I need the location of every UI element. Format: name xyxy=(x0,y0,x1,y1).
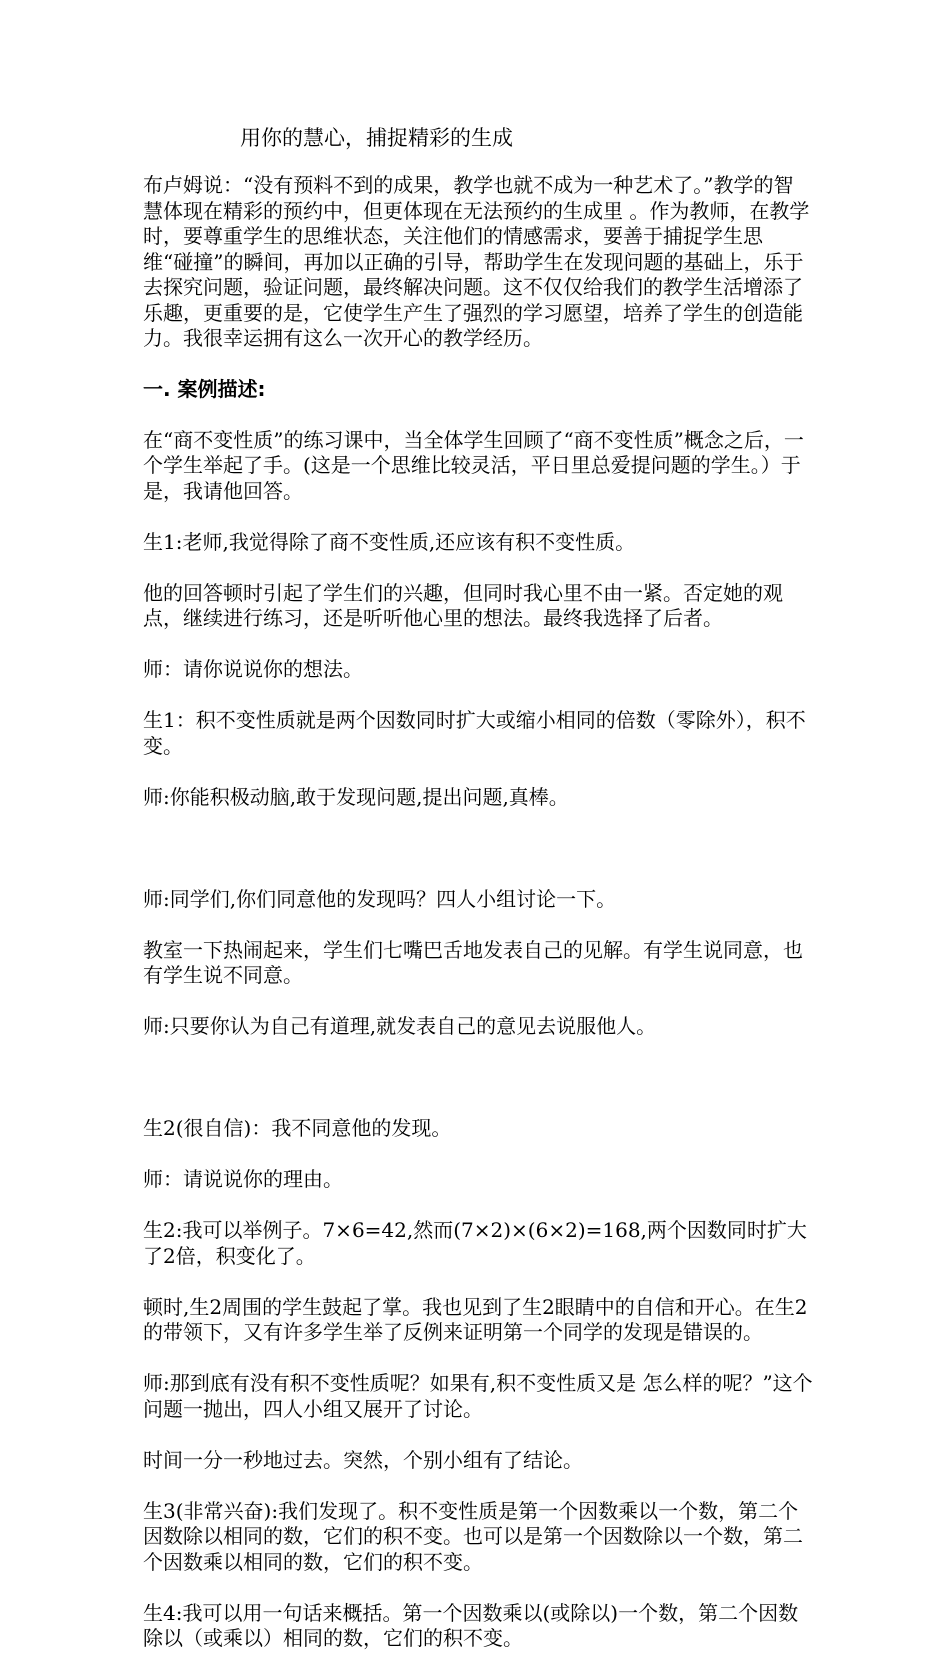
blank-line xyxy=(143,1065,813,1091)
paragraph: 师:只要你认为自己有道理,就发表自己的意见去说服他人。 xyxy=(143,1014,657,1038)
paragraph: 师：请说说你的理由。 xyxy=(143,1167,343,1191)
paragraph: 师:同学们,你们同意他的发现吗？四人小组讨论一下。 xyxy=(143,886,617,911)
paragraph: 生2:我可以举例子。7×6=42,然而(7×2)×(6×2)=168,两个因数同时扩大了2倍，积变化了。 xyxy=(143,1218,807,1268)
case-description xyxy=(143,402,813,1677)
paragraph: 师:你能积极动脑,敢于发现问题,提出问题,真棒。 xyxy=(143,784,569,809)
paragraph: 顿时,生2周围的学生鼓起了掌。我也见到了生2眼睛中的自信和开心。在生2的带领下，又有许多学生举了反例来证明第一个同学的发现是错误的。 xyxy=(143,1294,808,1344)
section-heading: 一. 案例描述: xyxy=(143,377,266,401)
blank-line xyxy=(143,836,813,862)
paragraph: 生2(很自信)：我不同意他的发现。 xyxy=(143,1116,452,1140)
intro-paragraph: 布卢姆说：“没有预料不到的成果，教学也就不成为一种艺术了。”教学的智慧体现在精彩的预约中，但更体现在无法预约的生成里 。作为教师，在教学时，要尊重学生的思维状态，关注他们的情感需求，要善于捕捉学生思维“碰撞”的瞬间，再加以正确的引导，帮助学生在发现问题的基础上，乐于去探究问题，验证问题，最终解决问题。这不仅仅给我们的教学生活增添了乐趣，更重要的是，它使学生产生了强烈的学习愿望，培养了学生的创造能力。我很幸运拥有这么一次开心的教学经历。 xyxy=(143,173,810,350)
paragraph: 生1：积不变性质就是两个因数同时扩大或缩小相同的倍数（零除外），积不变。 xyxy=(143,708,806,758)
paragraph: 生4:我可以用一句话来概括。第一个因数乘以(或除以)一个数，第二个因数除以（或乘以）相同的数，它们的积不变。 xyxy=(143,1600,799,1650)
paragraph: 师:那到底有没有积不变性质呢？如果有,积不变性质又是 怎么样的呢？”这个问题一抛出，四人小组又展开了讨论。 xyxy=(143,1371,813,1421)
paragraph: 在“商不变性质”的练习课中，当全体学生回顾了“商不变性质”概念之后，一个学生举起了手。(这是一个思维比较灵活，平日里总爱提问题的学生。）于是，我请他回答。 xyxy=(143,427,804,503)
page-title: 用你的慧心，捕捉精彩的生成 xyxy=(240,126,513,150)
paragraph: 教室一下热闹起来，学生们七嘴巴舌地发表自己的见解。有学生说同意，也有学生说不同意。 xyxy=(143,937,803,987)
paragraph: 生3(非常兴奋):我们发现了。积不变性质是第一个因数乘以一个数，第二个因数除以相同的数，它们的积不变。也可以是第一个因数除以一个数，第二个因数乘以相同的数，它们的积不变。 xyxy=(143,1498,803,1574)
paragraph: 他的回答顿时引起了学生们的兴趣，但同时我心里不由一紧。否定她的观点，继续进行练习，还是听听他心里的想法。最终我选择了后者。 xyxy=(143,580,783,630)
paragraph: 师：请你说说你的想法。 xyxy=(143,657,363,681)
paragraph: 时间一分一秒地过去。突然，个别小组有了结论。 xyxy=(143,1447,583,1472)
paragraph: 生1:老师,我觉得除了商不变性质,还应该有积不变性质。 xyxy=(143,529,636,554)
